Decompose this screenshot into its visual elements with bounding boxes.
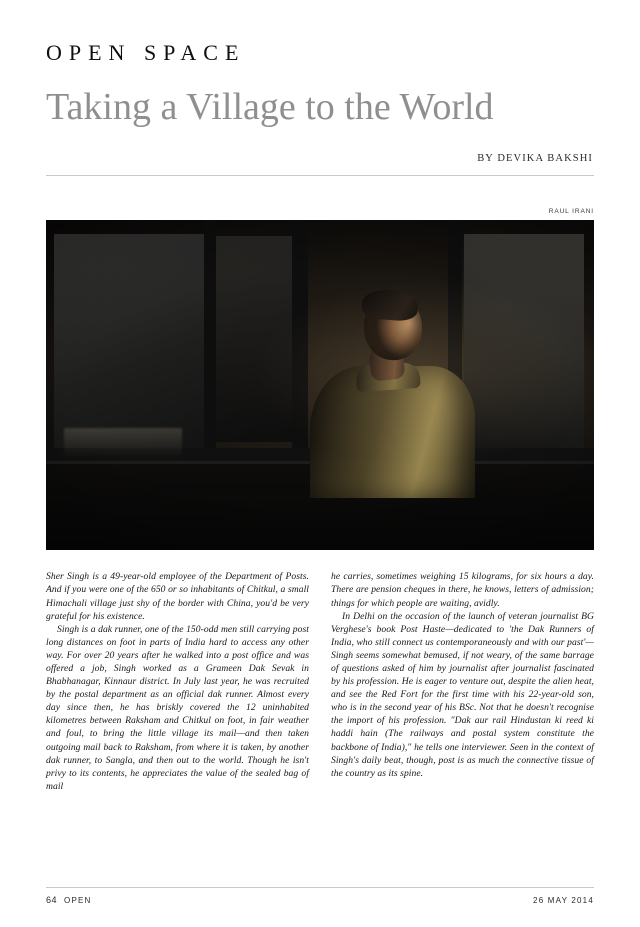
- header-divider: [46, 175, 594, 176]
- section-kicker: OPEN SPACE: [46, 40, 246, 65]
- photo-shelf-highlight: [64, 428, 182, 458]
- window-pane-left: [54, 234, 204, 448]
- page-title: Taking a Village to the World: [46, 86, 494, 128]
- window-pane-right: [464, 234, 584, 448]
- photo-credit: RAUL IRANI: [548, 208, 594, 216]
- paragraph: In Delhi on the occasion of the launch of veteran journalist BG Verghese's book Post Haste—dedicated to 'the Dak Runners of India, who still connect us contemporaneously and with our past'—Singh seems somewhat bemused, if not weary, of the same barrage of questions asked of him by journalist after journalist fascinated by his profession. He is eager to venture out, despite the alien heat, and see the Red Fort for the first time with his 22-year-old son, who is in the second year of his BSc. Not that he doesn't recognise the import of his profession. "Dak aur rail Hindustan ki reed ki haddi hain (The railways and postal system constitute the backbone of India)," he tells one interviewer. Seen in the context of Singh's daily beat, though, post is as much the connective tissue of the country as its spine.: [331, 610, 594, 779]
- paragraph: he carries, sometimes weighing 15 kilograms, for six hours a day. There are pension cheques in there, he knows, letters of admission; things for which people are waiting, avidly.: [331, 571, 594, 609]
- photo-subject-man: [308, 283, 478, 498]
- article-column-left: [46, 570, 309, 793]
- page-number: 64: [46, 895, 58, 905]
- magazine-page: [0, 40, 640, 927]
- paragraph: Sher Singh is a 49-year-old employee of the Department of Posts. And if you were one of the 650 or so inhabitants of Chitkul, a small Himachali village just shy of the border with China, you'd be very grateful for his existence.: [46, 571, 309, 622]
- issue-date: 26 MAY 2014: [533, 896, 594, 905]
- article-photo: [46, 220, 594, 550]
- footer-divider: [46, 887, 594, 888]
- article-body: [46, 570, 594, 793]
- publication-name: OPEN: [64, 896, 92, 905]
- photo-block: [46, 208, 594, 550]
- article-column-right: [331, 570, 594, 793]
- byline: BY DEVIKA BAKSHI: [477, 153, 593, 165]
- page-footer: [46, 887, 594, 905]
- window-pane-middle: [214, 236, 294, 442]
- masthead: [46, 40, 594, 176]
- paragraph: Singh is a dak runner, one of the 150-odd men still carrying post long distances on foot in parts of India hard to access any other way. For over 20 years after he walked into a post office and was offered a job, Singh worked as a Grameen Dak Sevak in Bhabhanagar, Kinnaur district. In July last year, he was recruited by the postal department as an official dak runner. Almost every day since then, he has briskly covered the 12 uninhabited kilometres between Raksham and Chitkul on foot, in fair weather and foul, to bring the little village its mail—and then taken outgoing mail back to Raksham, from where it is taken, by another dak runner, to Sangla, and then out to the world. Though he isn't privy to its contents, he appreciates the value of the sealed bag of mail: [46, 623, 309, 792]
